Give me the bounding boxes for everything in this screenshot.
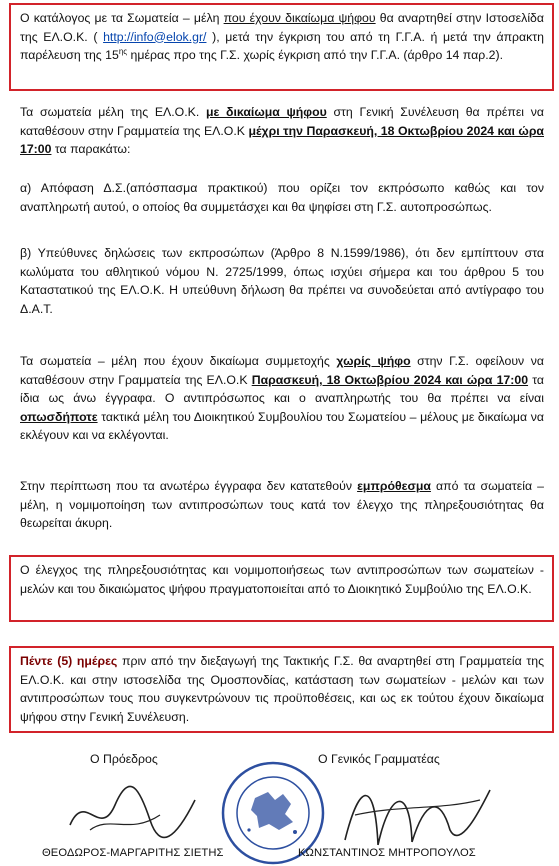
secretary-title: Ο Γενικός Γραμματέας xyxy=(318,752,440,766)
voting-members-paragraph: Τα σωματεία μέλη της ΕΛ.Ο.Κ. με δικαίωμα ψήφου στη Γενική Συνέλευση θα πρέπει να καταθέσουν στην Γραμματεία της ΕΛ.Ο.Κ μέχρι την Παρασκευή, 18 Οκτωβρίου 2024 και ώρα 17:00 τα παρακάτω: xyxy=(20,105,544,156)
secretary-name: ΚΩΝΣΤΑΝΤΙΝΟΣ ΜΗΤΡΟΠΟΥΛΟΣ xyxy=(298,847,476,859)
president-name: ΘΕΟΔΩΡΟΣ-ΜΑΡΓΑΡΙΤΗΣ ΣΙΕΤΗΣ xyxy=(42,847,224,859)
president-signature xyxy=(60,770,210,850)
requirement-a: α) Απόφαση Δ.Σ.(απόσπασμα πρακτικού) που ορίζει τον εκπρόσωπο καθώς και τον αναπληρωτή αυτού, ο οποίος θα συμμετάσχει και θα ψηφίσει στη Γ.Σ. αυτοπροσώπως. xyxy=(20,181,544,214)
requirement-b: β) Υπεύθυνες δηλώσεις των εκπροσώπων (Άρθρο 8 Ν.1599/1986), ότι δεν εμπίπτουν στα κωλύματα του αθλητικού νόμου Ν. 2725/1999, όπως ισχύει σήμερα και του άρθρου 5 του Καταστατικού της ΕΛ.Ο.Κ. Η υπεύθυνη δήλωση θα πρέπει να συνοδεύεται από αντίγραφο του Δ.Α.Τ. xyxy=(20,246,544,316)
secretary-signature xyxy=(330,770,500,855)
voting-list-paragraph: Ο κατάλογος με τα Σωματεία – μέλη που έχουν δικαίωμα ψήφου θα αναρτηθεί στην Ιστοσελίδα της ΕΛ.Ο.Κ. ( http://info@elok.gr/ ), μετά την έγκριση του από τη Γ.Γ.Α. ή μετά την άπρακτη παρέλευση της $15^{\eta\varsigma}$ ημέρας προ της Γ.Σ. χωρίς έγκριση από την Γ.Γ.Α. (άρθρο 14 παρ.2). xyxy=(20,11,544,62)
publication-paragraph: Πέντε (5) ημέρες πριν από την διεξαγωγή της Τακτικής Γ.Σ. θα αναρτηθεί στη Γραμματεία της ΕΛ.Ο.Κ. και στην ιστοσελίδα της Ομοσπονδίας, κατάσταση των σωματείων - μελών και των αντιπροσώπων τους που συγκεντρώνουν τις προϋποθέσεις, και ως εκ τούτου έχουν δικαίωμα ψήφου στην Γενική Συνέλευση. xyxy=(20,654,545,724)
president-title: Ο Πρόεδρος xyxy=(90,752,158,766)
elok-website-link[interactable]: http://info@elok.gr/ xyxy=(103,29,207,44)
deadline-consequence-paragraph: Στην περίπτωση που τα ανωτέρω έγγραφα δεν κατατεθούν εμπρόθεσμα από τα σωματεία – μέλη, η νομιμοποίηση των αντιπροσώπων τους κατά τον έλεγχο της πληρεξουσιότητας θα θεωρείται άκυρη. xyxy=(20,479,544,530)
non-voting-members-paragraph: Τα σωματεία – μέλη που έχουν δικαίωμα συμμετοχής χωρίς ψήφο στην Γ.Σ. οφείλουν να καταθέσουν στην Γραμματεία της ΕΛ.Ο.Κ Παρασκευή, 18 Οκτωβρίου 2024 και ώρα 17:00 τα ίδια ως άνω έγγραφα. Ο αντιπρόσωπος και ο αναπληρωτής του θα πρέπει να είναι οπωσδήποτε τακτικά μέλη του Διοικητικού Συμβουλίου του Σωματείου – μέλους με δικαίωμα να εκλέγουν και να εκλέγονται. xyxy=(20,354,544,442)
verification-paragraph: Ο έλεγχος της πληρεξουσιότητας και νομιμοποιήσεως των αντιπροσώπων των σωματείων - μελών και του δικαιώματος ψήφου πραγματοποιείται από το Διοικητικό Συμβούλιο της ΕΛ.Ο.Κ. xyxy=(20,563,544,596)
